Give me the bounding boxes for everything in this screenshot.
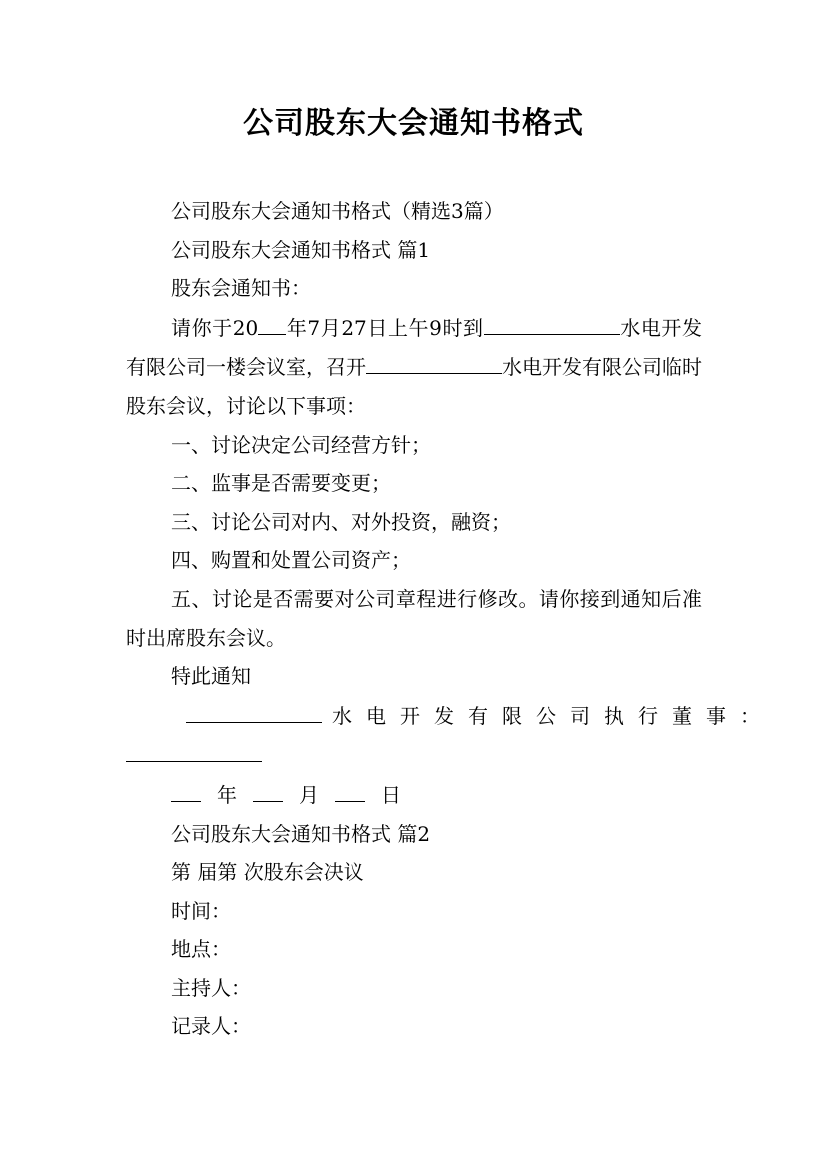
company-blank-1 — [484, 308, 620, 335]
notice-paragraph — [126, 308, 702, 426]
para1-part1: 请你于20 — [171, 315, 259, 340]
date-year-blank — [171, 775, 201, 802]
signature-company-label: 水电开发有限公司执行董事： — [332, 703, 774, 728]
date-month-label: 月 — [299, 782, 319, 807]
document-title: 公司股东大会通知书格式 — [243, 106, 584, 141]
signature-company-blank — [186, 696, 322, 723]
closing-text: 特此通知 — [171, 664, 251, 689]
date-year-label: 年 — [217, 782, 237, 807]
subtitle: 公司股东大会通知书格式（精选3篇） — [171, 199, 504, 223]
agenda-item-1: 一、讨论决定公司经营方针； — [171, 432, 431, 457]
field-host: 主持人： — [171, 975, 251, 1000]
agenda-item-2: 二、监事是否需要变更； — [171, 471, 391, 496]
section1-heading: 公司股东大会通知书格式 篇1 — [171, 237, 431, 262]
para1-part4: 水电开发有限公司临时股东会议，讨论以下事项： — [126, 355, 702, 418]
signature-name-line — [126, 735, 702, 775]
para1-part2: 年7月27日上午9时到 — [286, 315, 484, 340]
resolution-heading: 第 届第 次股东会决议 — [171, 860, 364, 885]
company-blank-2 — [366, 347, 502, 374]
field-time: 时间： — [171, 898, 231, 923]
agenda-item-5: 五、讨论是否需要对公司章程进行修改。请你接到通知后准时出席股东会议。 — [126, 586, 702, 650]
agenda-item-3: 三、讨论公司对内、对外投资，融资； — [171, 509, 511, 534]
section2-heading: 公司股东大会通知书格式 篇2 — [171, 821, 431, 846]
field-location: 地点： — [171, 937, 231, 962]
document-body — [126, 192, 774, 1046]
date-month-blank — [253, 775, 283, 802]
date-day-label: 日 — [381, 782, 401, 807]
agenda-item-4: 四、购置和处置公司资产； — [171, 548, 411, 573]
signature-name-blank — [126, 735, 262, 762]
year-blank — [258, 308, 286, 335]
signature-line — [126, 696, 774, 736]
notice-heading: 股东会通知书： — [171, 276, 311, 301]
field-recorder: 记录人： — [171, 1014, 251, 1039]
date-day-blank — [335, 775, 365, 802]
para1-part3: 水电开发有限公司一楼会议室，召开 — [126, 315, 703, 380]
date-line — [126, 775, 702, 815]
